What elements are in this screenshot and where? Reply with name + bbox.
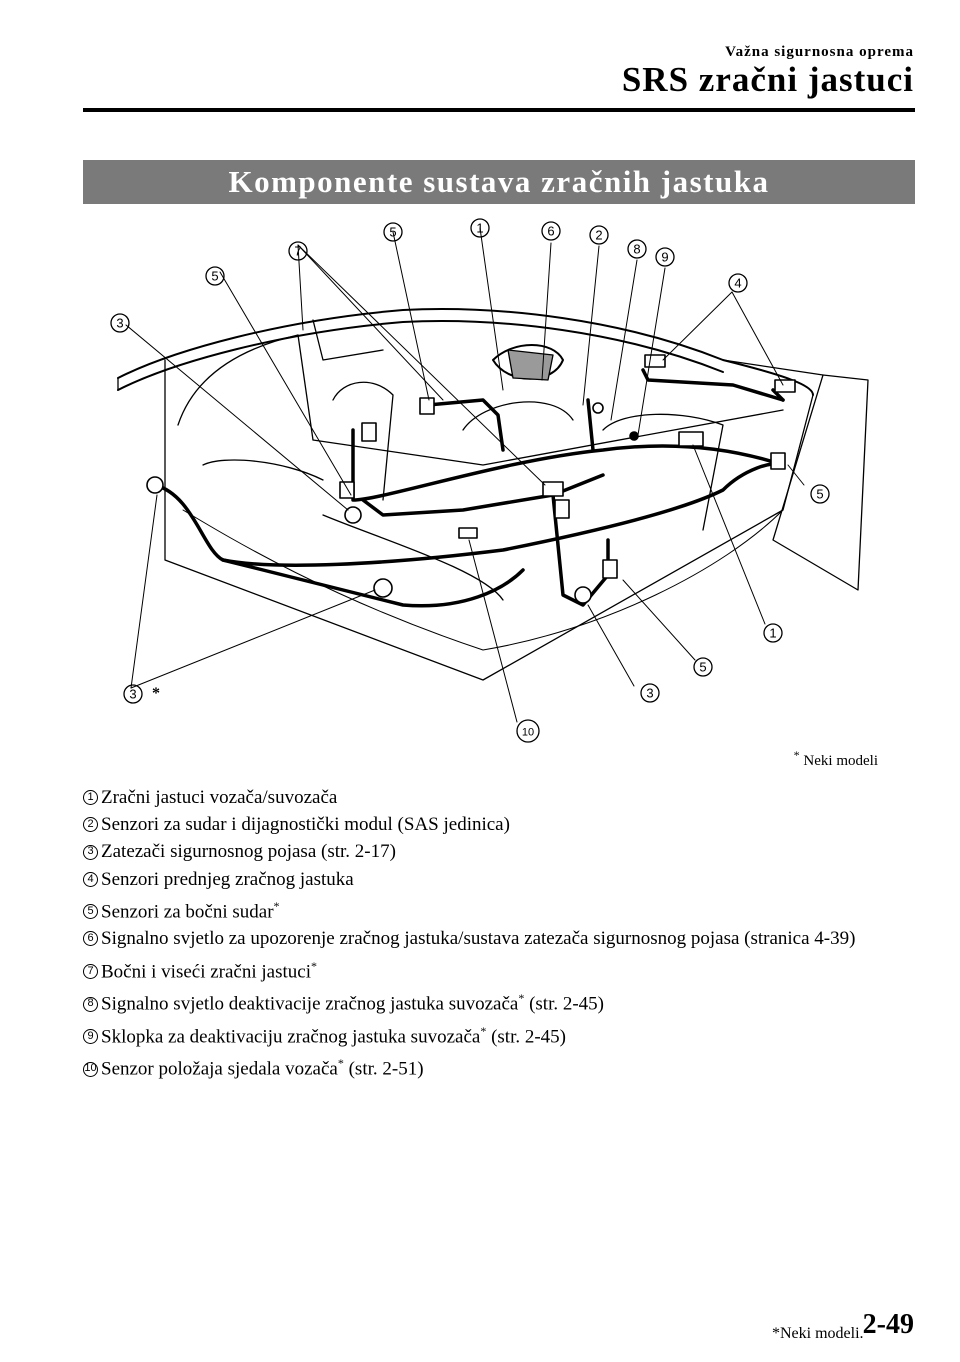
legend-item	[83, 985, 913, 1018]
legend-text: Zatezači sigurnosnog pojasa (str. 2-17)	[101, 841, 396, 863]
callout-4	[729, 274, 747, 292]
some-models-note	[794, 748, 878, 770]
callout-2	[590, 226, 608, 244]
callout-9	[656, 248, 674, 266]
callout-5-left	[206, 267, 224, 285]
legend-number: 9	[83, 1029, 98, 1044]
legend-number: 5	[83, 904, 98, 919]
legend-item	[83, 1050, 913, 1083]
legend-page-ref: (str. 2-45)	[486, 1025, 567, 1047]
airbag-diagram	[83, 210, 915, 755]
callout-10	[517, 720, 539, 742]
note-asterisk: *	[793, 748, 800, 762]
callout-label: 10	[521, 726, 535, 739]
legend-page-ref: (str. 2-45)	[524, 993, 605, 1015]
callout-5-top	[384, 223, 402, 241]
note-text: Neki modeli	[799, 753, 878, 769]
callout-label: 6	[547, 223, 555, 239]
legend-item	[83, 838, 913, 865]
callout-label: 3	[116, 315, 124, 331]
header-section: Važna sigurnosna oprema	[725, 44, 914, 60]
callout-3-left	[111, 314, 129, 332]
legend-text: Senzori prednjeg zračnog jastuka	[101, 868, 354, 890]
legend-number: 2	[83, 817, 98, 832]
legend-list	[83, 784, 913, 1083]
legend-item	[83, 1018, 913, 1051]
callout-1-bottom	[764, 624, 782, 642]
callout-label: 5	[389, 224, 397, 240]
legend-number: 8	[83, 997, 98, 1012]
callout-markers	[111, 219, 829, 742]
callout-label: 7	[294, 243, 302, 259]
footer-note: *Neki modeli.	[772, 1325, 864, 1342]
legend-asterisk: *	[273, 898, 280, 913]
legend-number: 10	[83, 1062, 98, 1077]
callout-label: 3	[129, 686, 137, 702]
legend-number: 3	[83, 845, 98, 860]
legend-number: 1	[83, 790, 98, 805]
callout-8	[628, 240, 646, 258]
callout-3-rear	[124, 685, 142, 703]
legend-text: Bočni i viseći zračni jastuci	[101, 960, 311, 982]
callout-label: 1	[476, 220, 484, 236]
callout-1-top	[471, 219, 489, 237]
legend-text: Senzor položaja sjedala vozača	[101, 1058, 338, 1080]
legend-item	[83, 811, 913, 838]
asterisk-mark: *	[152, 685, 160, 702]
legend-page-ref: (str. 2-51)	[343, 1058, 424, 1080]
callout-5-bottom	[694, 658, 712, 676]
legend-asterisk: *	[337, 1056, 344, 1071]
header-rule	[83, 108, 915, 112]
legend-item	[83, 784, 913, 811]
callout-label: 8	[633, 241, 641, 257]
legend-text: Signalno svjetlo za upozorenje zračnog jastuka/sustava zatezača sigurnosnog pojasa (stranica 4-39)	[101, 928, 856, 950]
callout-label: 2	[595, 227, 603, 243]
callout-label: 5	[211, 268, 219, 284]
legend-text: Sklopka za deaktivaciju zračnog jastuka suvozača	[101, 1025, 481, 1047]
legend-item	[83, 893, 913, 926]
page-number: 2-49	[862, 1309, 914, 1340]
legend-asterisk: *	[518, 991, 525, 1006]
legend-item	[83, 953, 913, 986]
callout-label: 9	[661, 249, 669, 265]
callout-label: 1	[769, 625, 777, 641]
legend-number: 7	[83, 964, 98, 979]
legend-number: 4	[83, 872, 98, 887]
legend-text: Senzori za bočni sudar	[101, 901, 274, 923]
wiring-harness	[155, 370, 783, 606]
callout-6	[542, 222, 560, 240]
legend-text: Signalno svjetlo deaktivacije zračnog jastuka suvozača	[101, 993, 519, 1015]
callout-label: 4	[734, 275, 742, 291]
legend-text: Senzori za sudar i dijagnostički modul (SAS jedinica)	[101, 814, 510, 836]
legend-asterisk: *	[480, 1023, 487, 1038]
legend-text: Zračni jastuci vozača/suvozača	[101, 787, 338, 808]
callout-3-bottom	[641, 684, 659, 702]
section-banner: Komponente sustava zračnih jastuka	[83, 160, 915, 204]
car-body-outline	[118, 309, 868, 680]
legend-item	[83, 925, 913, 952]
callout-label: 3	[646, 685, 654, 701]
callout-label: 5	[816, 486, 824, 502]
callout-5-right	[811, 485, 829, 503]
legend-item	[83, 866, 913, 893]
legend-number: 6	[83, 931, 98, 946]
header-title: SRS zračni jastuci	[621, 60, 914, 99]
callout-label: 5	[699, 659, 707, 675]
legend-asterisk: *	[310, 958, 317, 973]
